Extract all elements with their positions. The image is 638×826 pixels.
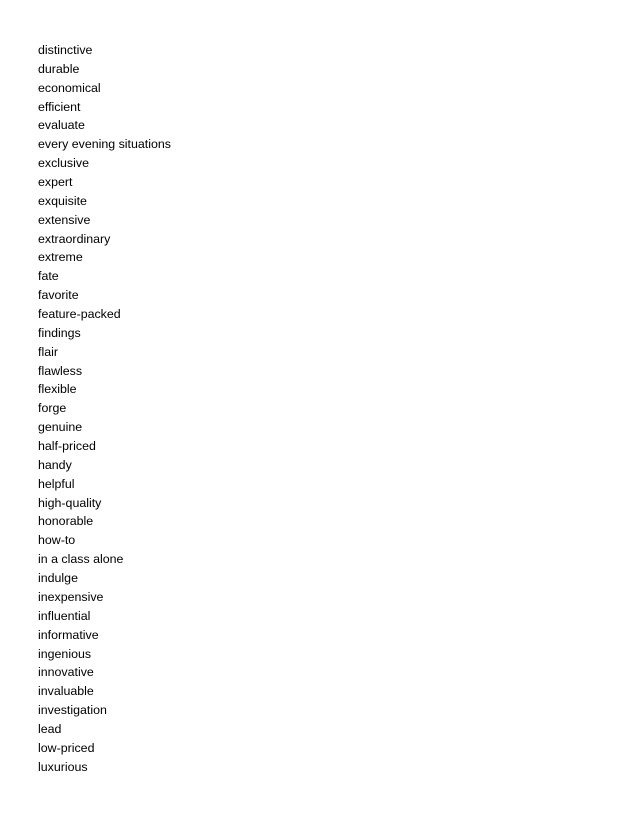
- list-item: how-to: [38, 533, 76, 548]
- list-item: flawless: [38, 363, 83, 378]
- list-item: extreme: [38, 250, 83, 265]
- list-item: high-quality: [38, 495, 102, 510]
- list-item: expert: [38, 175, 73, 190]
- list-item: indulge: [38, 571, 78, 586]
- list-item: honorable: [38, 514, 94, 529]
- list-item: helpful: [38, 476, 75, 491]
- list-item: evaluate: [38, 118, 85, 133]
- list-item: informative: [38, 627, 99, 642]
- list-item: luxurious: [38, 759, 88, 774]
- word-list: [38, 41, 171, 777]
- list-item: ingenious: [38, 646, 92, 661]
- list-item: extensive: [38, 212, 91, 227]
- list-item: economical: [38, 80, 101, 95]
- list-item: distinctive: [38, 43, 93, 57]
- list-item: low-priced: [38, 740, 95, 755]
- list-item: handy: [38, 457, 72, 472]
- list-item: forge: [38, 401, 67, 416]
- list-item: extraordinary: [38, 231, 111, 246]
- list-item: fate: [38, 269, 59, 284]
- list-item: exquisite: [38, 193, 87, 208]
- list-item: innovative: [38, 665, 94, 680]
- list-item: feature-packed: [38, 307, 121, 322]
- list-item: inexpensive: [38, 589, 104, 604]
- list-item: efficient: [38, 99, 81, 114]
- list-item: lead: [38, 721, 62, 736]
- list-item: flexible: [38, 382, 77, 397]
- list-item: genuine: [38, 420, 83, 435]
- list-item: flair: [38, 344, 58, 359]
- list-item: in a class alone: [38, 552, 124, 567]
- list-item: investigation: [38, 703, 107, 718]
- list-item: favorite: [38, 288, 79, 303]
- list-item: influential: [38, 608, 91, 623]
- list-item: durable: [38, 61, 80, 76]
- list-item: half-priced: [38, 439, 96, 454]
- list-item: every evening situations: [38, 137, 171, 152]
- list-item: findings: [38, 325, 81, 340]
- list-item: invaluable: [38, 684, 94, 699]
- list-item: exclusive: [38, 156, 89, 171]
